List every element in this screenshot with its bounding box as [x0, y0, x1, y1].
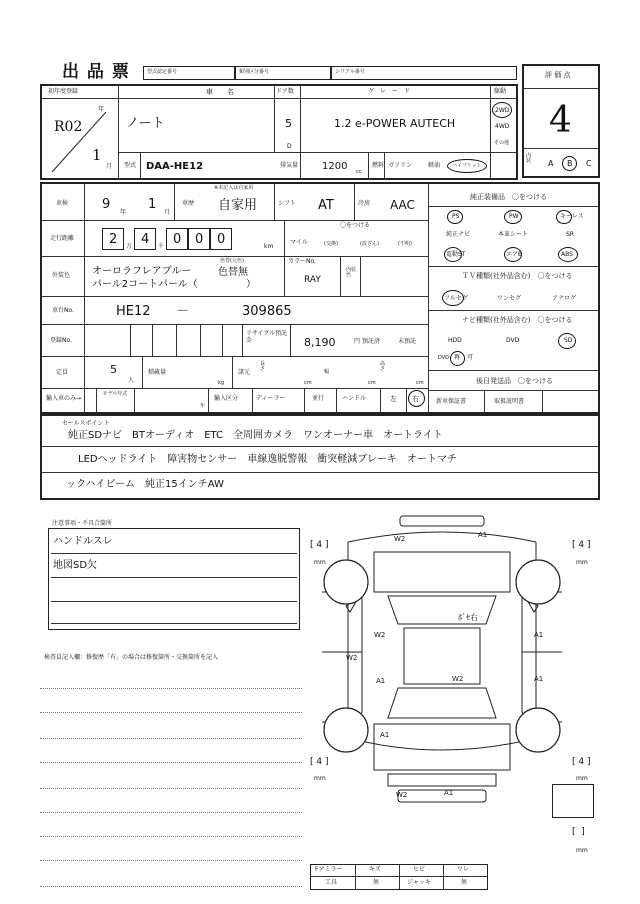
footer-header-4: ワレ: [457, 866, 470, 873]
color-close: ）: [246, 279, 256, 290]
equip-navi: 純正ナビ: [446, 231, 471, 238]
interior-color-label: 内装色: [346, 267, 357, 278]
color-no-label: カラーNo.: [288, 258, 316, 265]
capacity-unit: 人: [128, 377, 135, 384]
later-title: 後日発送品 〇をつける: [476, 377, 553, 385]
odo-sen-unit: 千: [158, 243, 165, 250]
tread-rear-left-value: 4: [316, 757, 323, 767]
tread-rear-left: [ 4 ]: [310, 757, 329, 767]
handle-left: 左: [390, 395, 397, 403]
equip-leather: 本革シート: [498, 231, 529, 238]
first-reg-year-unit: 年: [98, 106, 105, 113]
footer-value-4: 無: [461, 879, 468, 886]
mark-left-rear-door: A1: [376, 677, 386, 685]
note-line-1: ハンドルスレ: [53, 536, 113, 547]
sales-points-label: セールスポイント: [62, 420, 110, 427]
handle-right: 右: [412, 395, 419, 403]
vehicle-detail-block: [40, 182, 600, 414]
navi-hdd: HDD: [448, 337, 462, 344]
footer-header-1: Fアミラー: [315, 866, 343, 873]
capacity-value: 5: [110, 363, 117, 376]
serial-label: シリアル番号: [335, 69, 365, 75]
odo-km-unit: km: [264, 243, 274, 250]
footer-value-3: ジャッキ: [407, 879, 431, 886]
color-label: 外装色: [52, 272, 71, 279]
model-label: 型式: [124, 162, 137, 169]
spare-tire-box: [552, 784, 594, 818]
footer-table: [310, 864, 488, 890]
tread-front-left: [ 4 ]: [310, 540, 329, 550]
mark-left-front-door: W2: [374, 631, 386, 639]
load-unit: kg: [218, 380, 225, 386]
odo-digit-5: 0: [217, 232, 226, 247]
odo-digit-3: 0: [173, 232, 182, 247]
color-change-label: 色替(元色): [220, 258, 244, 264]
equip-airbag: エアB: [506, 251, 523, 258]
meter-tampered: (改ざん): [360, 241, 379, 247]
shift-label: シフト: [278, 200, 297, 207]
grade-value: 1.2 e-POWER AUTECH: [334, 117, 456, 130]
dvd-play: 再: [454, 354, 461, 361]
score-label: 評 価 点: [545, 71, 571, 79]
inspector-label: 検査員記入欄：修復歴「有」の場合は修復箇所・交換箇所を記入: [44, 654, 219, 661]
sales-line-2: LEDヘッドライト 障害物センサー 車線逸脱警報 衝突軽減ブレーキ オートマチ: [78, 454, 457, 465]
equip-sr: SR: [566, 231, 574, 238]
odo-digit-4: 0: [195, 232, 204, 247]
tread-front-right-value: 4: [578, 540, 585, 550]
displacement-value: 1200: [322, 161, 348, 172]
wheel-rear-left: [324, 708, 368, 752]
drive-2wd: 2WD: [495, 107, 510, 114]
category-label: 類別区分番号: [239, 69, 270, 75]
first-reg-label: 初年度登録: [48, 88, 79, 95]
import-type-label: 輸入区分: [214, 395, 239, 402]
dvd-ok: 可: [467, 354, 474, 361]
tread-rear-left-unit: mm: [314, 775, 326, 782]
car-damage-diagram: [318, 512, 566, 812]
navi-title: ナビ種類(社外品含む) 〇をつける: [462, 316, 573, 324]
odo-digits: [102, 226, 284, 254]
handle-right-circle: [408, 390, 425, 407]
wheel-rear-right: [516, 708, 560, 752]
serial-field: [331, 66, 517, 80]
drive-other: その他: [494, 140, 510, 146]
interior-grade-c: C: [586, 159, 592, 168]
color-line2: パール2コートパール（: [92, 279, 198, 290]
document-title: 出 品 票: [62, 62, 130, 82]
inspection-month: 1: [148, 197, 157, 212]
tread-front-left-value: 4: [316, 540, 323, 550]
inspection-month-unit: 月: [164, 209, 171, 216]
category-field: [235, 66, 331, 80]
spare-tread-unit: mm: [576, 847, 588, 854]
chassis-dash: －: [176, 304, 190, 319]
sales-line-3: ックハイビーム 純正15インチAW: [66, 479, 224, 490]
mark-rear-bumper: A1: [444, 789, 454, 797]
odo-box-1: [102, 228, 124, 250]
recycle-unit: 円: [354, 338, 361, 345]
chassis-number: 309865: [242, 304, 292, 319]
tread-rear-right-unit: mm: [576, 775, 588, 782]
inspection-year: 9: [102, 197, 111, 212]
wheel-front-right: [516, 560, 560, 604]
navi-sd: SD: [564, 337, 573, 344]
vehicle-basic-block: [40, 84, 518, 180]
tread-front-right: [ 4 ]: [572, 540, 591, 550]
navi-sd-circle: [558, 333, 576, 349]
note-line-2: 地図SD欠: [53, 560, 98, 571]
score-box: [522, 64, 600, 178]
color-change-value: 色替無: [218, 267, 248, 278]
grade-label: グ レ ー ド: [368, 88, 411, 95]
tv-oneseg: ワンセグ: [497, 295, 522, 302]
doors-suffix: D: [287, 143, 292, 150]
footer-value-2: 無: [373, 879, 380, 886]
meter-exchange: (交換): [324, 241, 338, 247]
equipment-title: 純正装備品 〇をつける: [470, 193, 547, 201]
length-label: 長さ: [260, 361, 266, 372]
drive-2wd-circle: [492, 102, 512, 118]
color-no-value: RAY: [304, 275, 321, 285]
odo-man-unit: 万: [126, 243, 133, 250]
type-cert-field: [143, 66, 235, 80]
first-reg-month-unit: 月: [106, 163, 113, 170]
recycle-value: 8,190: [304, 336, 336, 349]
odo-box-5: [210, 228, 232, 250]
tread-rear-right: [ 4 ]: [572, 757, 591, 767]
equip-power-steering-circle: [444, 247, 462, 262]
interior-grade-b: B: [567, 159, 573, 168]
tv-analog: アナログ: [552, 295, 577, 302]
spare-bracket: [ ]: [572, 827, 585, 837]
height-unit: cm: [416, 380, 424, 386]
inspector-lines: [40, 660, 302, 890]
fuel-diesel: 軽油: [428, 162, 441, 169]
import-year-unit: 年: [200, 403, 206, 409]
mark-right-rear-door: A1: [534, 675, 544, 683]
equip-ps: PS: [452, 213, 460, 220]
sales-points-box: [40, 414, 600, 500]
interior-b-circle: [562, 156, 577, 171]
navi-dvd: DVD: [506, 337, 520, 344]
footer-header-2: キズ: [369, 866, 381, 873]
car-name-value: ノート: [126, 116, 165, 131]
import-label: 輸入車のみ→: [46, 395, 82, 402]
handle-label: ハンドル: [342, 395, 367, 402]
equip-ps-circle: [447, 210, 463, 224]
ac-value: AAC: [390, 198, 415, 212]
mark-left-side: W2: [346, 654, 358, 662]
inspection-label: 車検: [56, 200, 69, 207]
color-line1: オーロラフレアブルー: [92, 266, 192, 277]
wheel-front-left: [324, 560, 368, 604]
import-parallel: 並行: [312, 395, 325, 402]
length-unit: cm: [304, 380, 312, 386]
fuel-gasoline: ガソリン: [388, 162, 413, 169]
notes-label: 注意事項・不具合箇所: [52, 520, 113, 527]
fuel-hybrid: ハイブリット: [452, 163, 482, 169]
recycle-not-deposited: 未預託: [398, 338, 417, 345]
interior-label: 内装: [526, 153, 532, 164]
recycle-label: リサイクル預託金: [246, 330, 288, 345]
ac-label: 冷房: [358, 200, 371, 207]
height-label: 高さ: [380, 361, 386, 372]
tv-title: ＴＶ種類(社外品含む) 〇をつける: [462, 272, 573, 280]
usage-value: 自家用: [218, 198, 258, 213]
fuel-hybrid-circle: [447, 159, 487, 173]
drive-4wd: 4WD: [495, 123, 510, 130]
first-reg-era: R02: [54, 119, 83, 135]
inspection-year-unit: 年: [120, 209, 127, 216]
equip-keyless-circle: [556, 210, 572, 224]
tread-rear-right-value: 4: [578, 757, 585, 767]
model-year-label: モデル年式: [102, 391, 128, 397]
displacement-label: 排気量: [280, 162, 299, 169]
chassis-model: HE12: [116, 304, 151, 319]
dvd-label: DVD: [438, 355, 450, 361]
equip-pw: PW: [509, 213, 519, 220]
equip-keyless: キーレス: [560, 213, 584, 220]
tread-front-left-unit: mm: [314, 559, 326, 566]
mark-front-left-bumper: W2: [394, 535, 406, 543]
import-dealer: ディーラー: [256, 395, 286, 402]
mark-roof: W2: [452, 675, 464, 683]
tv-fullseg-circle: [442, 290, 464, 306]
mark-front-right-bumper: A1: [478, 531, 488, 539]
model-value: DAA-HE12: [146, 161, 204, 172]
fuel-label: 燃料: [372, 162, 385, 169]
width-unit: cm: [368, 380, 376, 386]
drive-label: 駆動: [494, 88, 507, 95]
sales-line-1: 純正SDナビ BTオーディオ ETC 全周囲カメラ ワンオーナー車 オートライト: [68, 430, 443, 441]
capacity-label: 定員: [56, 369, 69, 376]
dims-label: 諸元: [238, 369, 251, 376]
reg-label: 登録No.: [50, 337, 72, 344]
odo-digit-2: 4: [141, 232, 150, 247]
equip-abs: ABS: [561, 251, 573, 258]
first-reg-month: 1: [92, 146, 102, 164]
notes-box: [48, 528, 300, 630]
interior-grade-a: A: [548, 159, 554, 168]
mileage-label: マイル: [290, 239, 308, 246]
shift-value: AT: [318, 198, 334, 213]
odo-label: 走行距離: [50, 235, 75, 242]
width-label: 幅: [324, 369, 330, 375]
type-cert-label: 型式認定番号: [147, 69, 178, 75]
diagram-center-note: ﾎﾞｾ右: [458, 613, 478, 622]
footer-value-1: 工具: [325, 879, 338, 886]
odo-box-4: [188, 228, 210, 250]
load-label: 積載量: [148, 369, 167, 376]
usage-label: 車歴: [182, 200, 195, 207]
odo-box-2: [134, 228, 156, 250]
score-value: 4: [549, 100, 572, 141]
equip-power-steering: 電動ST: [446, 251, 466, 258]
footer-header-3: ヒビ: [413, 866, 426, 873]
usage-note: ※未記入は自家用: [214, 185, 254, 191]
cc-unit: cc: [356, 169, 362, 175]
mark-right-front-door: A1: [534, 631, 544, 639]
car-name-label: 車 名: [206, 88, 234, 96]
later-manual: 取扱説明書: [494, 398, 525, 405]
equip-pw-circle: [504, 210, 522, 224]
equip-abs-circle: [558, 247, 578, 262]
meter-mark-note: 〇をつける: [340, 222, 371, 229]
dvd-play-circle: [450, 351, 465, 366]
first-reg-slash: [46, 100, 116, 176]
tread-front-right-unit: mm: [576, 559, 588, 566]
later-warranty: 新車保証書: [436, 398, 467, 405]
doors-value: 5: [285, 117, 292, 130]
mark-rear-left-fender: A1: [380, 731, 390, 739]
tv-fullseg: フルセグ: [444, 295, 468, 302]
odo-digit-1: 2: [109, 232, 118, 247]
equip-airbag-circle: [504, 247, 522, 262]
mark-rear-left-bumper: W2: [396, 791, 408, 799]
chassis-label: 車台No.: [52, 307, 74, 314]
doors-label: ドア数: [276, 88, 294, 95]
odo-box-3: [166, 228, 188, 250]
recycle-deposited: 預託済: [362, 338, 381, 345]
meter-unknown: (不明): [398, 241, 412, 247]
